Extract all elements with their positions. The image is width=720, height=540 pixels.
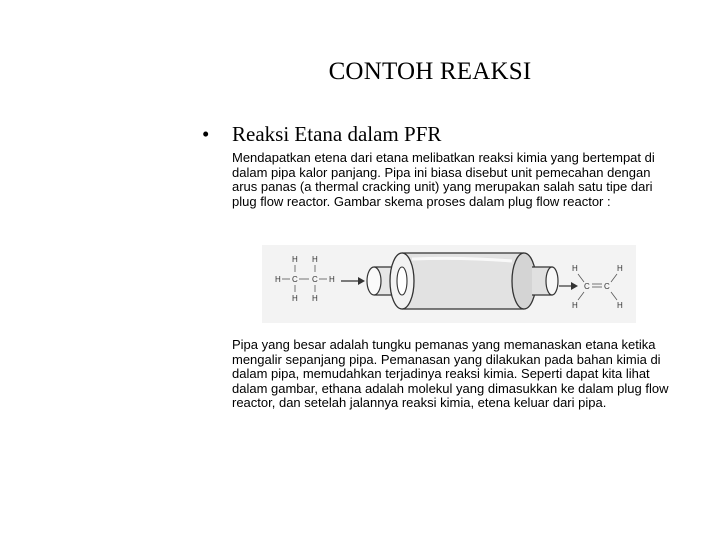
paragraph-intro: Mendapatkan etena dari etana melibatkan reaksi kimia yang bertempat di dalam pipa kalor panjang. Pipa ini biasa disebut unit pemecahan dengan arus panas (a thermal cracking unit) yang merupakan salah satu tipe dari plug flow reactor. Gambar skema proses dalam plug flow reactor : [232, 150, 655, 209]
bullet-heading: Reaksi Etana dalam PFR [232, 122, 442, 146]
paragraph-explanation: Pipa yang besar adalah tungku pemanas yang memanaskan etana ketika mengalir sepanjang pipa. Pemanasan yang dilakukan pada bahan kimia di dalam pipa, memudahkan terjadinya reaksi kimia. Seperti dapat kita lihat dalam gambar, ethana adalah molekul yang dimasukkan ke dalam plug flow reactor, dan setelah jalannya reaksi kimia, etena keluar dari pipa. [232, 337, 669, 411]
bullet-item [202, 122, 441, 147]
outlet-arrow-icon [559, 282, 578, 290]
ethane-c-2: C [312, 275, 318, 284]
furnace-cylinder [390, 253, 536, 309]
pfr-schematic-figure [262, 245, 636, 323]
ethene-c-2: C [604, 282, 610, 291]
pfr-schematic-diagram [262, 245, 636, 323]
ethane-h-bottom-2: H [312, 294, 318, 303]
ethene-c-1: C [584, 282, 590, 291]
outlet-pipe [532, 267, 558, 295]
ethane-h-left: H [275, 275, 281, 284]
ethene-molecule [572, 264, 623, 310]
ethene-h-top-left: H [572, 264, 578, 273]
ethane-h-top-2: H [312, 255, 318, 264]
bullet-dot: • [202, 122, 210, 146]
slide-title: CONTOH REAKSI [328, 58, 532, 85]
ethene-h-top-right: H [617, 264, 623, 273]
ethane-h-right: H [329, 275, 335, 284]
ethane-c-1: C [292, 275, 298, 284]
ethane-h-top-1: H [292, 255, 298, 264]
ethene-h-bottom-left: H [572, 301, 578, 310]
ethane-h-bottom-1: H [292, 294, 298, 303]
ethane-molecule [275, 255, 335, 303]
ethene-h-bottom-right: H [617, 301, 623, 310]
inlet-arrow-icon [341, 277, 365, 285]
